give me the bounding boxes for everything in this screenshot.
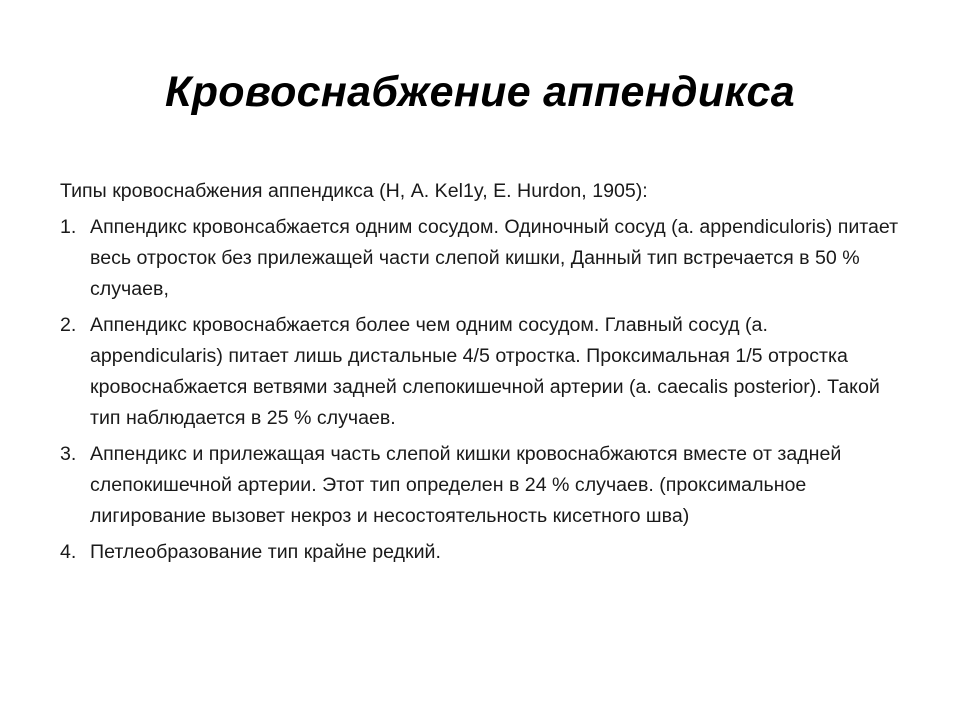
list-item <box>60 537 902 568</box>
intro-text: Типы кровоснабжения аппендикса (Н, A. Kel1y, E. Hurdon, 1905): <box>60 180 648 202</box>
list-item-number: 1. <box>60 216 77 238</box>
list-item-text: Аппендикс кровоснабжается более чем одним сосудом. Главный сосуд (а. appendicularis) питает лишь дистальные 4/5 отростка. Проксимальная 1/5 отростка кровоснабжается ветвями задней слепокишечной артерии (a. caecalis posterior). Такой тип наблюдается в 25 % случаев. <box>90 314 880 429</box>
list-item <box>60 439 902 532</box>
list-item-text: Аппендикс кровонсабжается одним сосудом. Одиночный сосуд (а. appendiculoris) питает весь отросток без прилежащей части слепой кишки, Данный тип встречается в 50 % случаев, <box>90 216 899 300</box>
list-item-text: Аппендикс и прилежащая часть слепой кишки кровоснабжаются вместе от задней слепокишечной артерии. Этот тип определен в 24 % случаев. (проксимальное лигирование вызовет некроз и несостоятельность кисетного шва) <box>90 443 842 527</box>
list-item-text: Петлеобразование тип крайне редкий. <box>90 541 441 563</box>
list-item-number: 3. <box>60 443 77 465</box>
list-item-number: 2. <box>60 314 77 336</box>
slide-content <box>60 176 920 573</box>
slide-title: Кровоснабжение аппендикса <box>165 68 795 116</box>
list-item <box>60 310 902 434</box>
blood-supply-types-list <box>60 212 920 568</box>
list-item-number: 4. <box>60 541 77 563</box>
list-item <box>60 212 902 305</box>
